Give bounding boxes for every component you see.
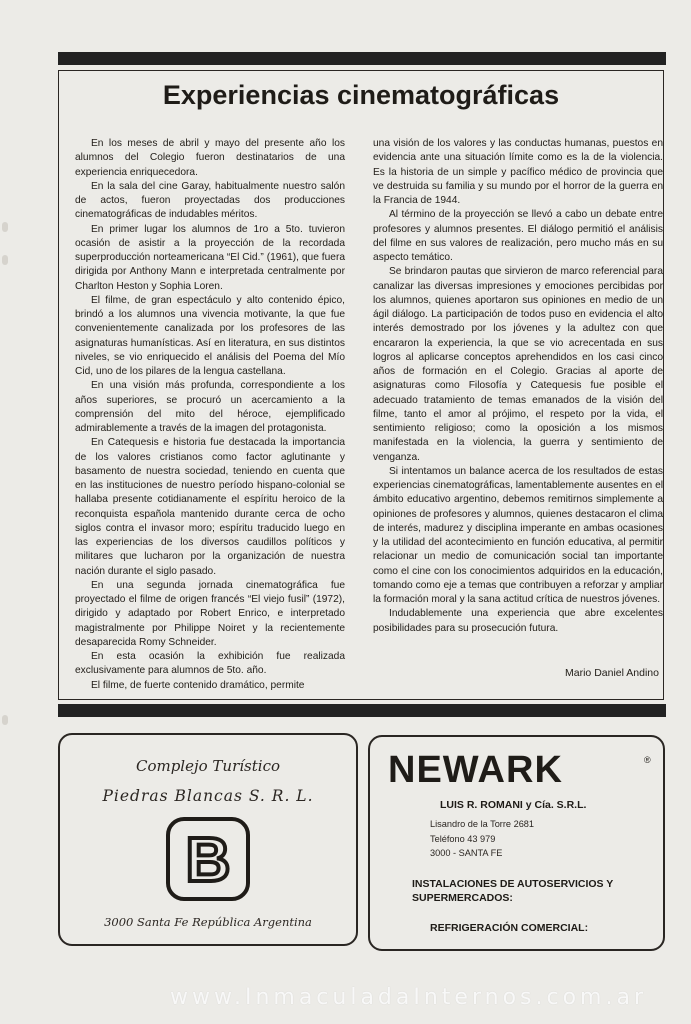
newark-company: LUIS R. ROMANI y Cía. S.R.L. — [440, 799, 587, 811]
article-paragraph: En primer lugar los alumnos de 1ro a 5to. tuvieron ocasión de asistir a la proyección de la recordada superproducción norteamericana “El Cid.” (1961), que fuera dirigida por Anthony Mann e interpretada centralmente por Charlton Heston y Sophia Loren. — [75, 223, 345, 292]
bottom-rule-bar — [58, 704, 666, 717]
article-author: Mario Daniel Andino — [565, 667, 659, 679]
article-paragraph: En la sala del cine Garay, habitualmente nuestro salón de actos, fueron proyectadas dos producciones cinematográficas de indudables méritos. — [75, 180, 345, 221]
newark-city: 3000 - SANTA FE — [430, 848, 503, 858]
article-paragraph: En esta ocasión la exhibición fue realizada exclusivamente para alumnos de 5to. año. — [75, 651, 345, 677]
article-paragraph: Si intentamos un balance acerca de los resultados de estas experiencias cinematográficas, lamentablemente ausentes en el ámbito educativo argentino, debemos remitirnos simplemente a opiniones de profesores y alumnos, quienes destacaron el clima de interés, madurez y disciplina imperante en ambas ocasiones y la utilidad del acontecimiento en función educativa, al permitir relacionar un medio de comunicación social tan importante como el cine con los conocimientos adquiridos en la educación, tomando como eje a temas que contribuyen a reforzar y ampliar la formación moral y la sana actitud crítica de nuestros jóvenes. — [373, 465, 663, 605]
article-paragraph: En Catequesis e historia fue destacada la importancia de los valores cristianos como factor aglutinante y basamento de nuestra sociedad, teniendo en cuenta que en las instituciones de nuestro período hispano-colonial se hallaba presente cotidianamente el espíritu heroico de la reconquista española mantenido durante cerca de ocho siglos contra el invasor moro; espíritu traducido luego en las experiencias de los diversos caudillos políticos y militares que lucharon por la organización de nuestra nación durante el siglo pasado. — [75, 437, 345, 577]
ad-left-company: Piedras Blancas S. R. L. — [102, 787, 314, 805]
piedras-blancas-ad — [58, 733, 358, 946]
article-paragraph: El filme, de fuerte contenido dramático, permite — [91, 679, 305, 691]
top-rule-bar — [58, 52, 666, 65]
newark-ad — [368, 735, 665, 951]
article-paragraph: En los meses de abril y mayo del presente año los alumnos del Colegio fueron destinatarios de una experiencia enriquecedora. — [75, 138, 345, 178]
binder-hole — [2, 255, 8, 265]
article-paragraph: Indudablemente una experiencia que abre excelentes posibilidades para su prosecución futura. — [373, 608, 663, 634]
ad-left-address: 3000 Santa Fe República Argentina — [104, 915, 312, 929]
newark-address: Lisandro de la Torre 2681 — [430, 819, 535, 829]
article-paragraph: En una visión más profunda, correspondiente a los años superiores, se procuró un acercamiento a la comprensión del mito del héroce, ejemplificado admirablemente a través de la imagen del protagonista. — [75, 380, 345, 434]
article-paragraph: una visión de los valores y las conductas humanas, puestos en evidencia ante una situación límite como es la de la violencia. Es la historia de un simple y pacífico médico de provincia que ve destruida su familia y su mundo por el horror de la guerra en la Francia de 1944. — [373, 138, 663, 206]
newark-phone: Teléfono 43 979 — [430, 834, 496, 844]
site-watermark: www.InmaculadaInternos.com.ar — [170, 985, 647, 1010]
ad-left-heading: Complejo Turístico — [135, 757, 281, 775]
newark-logo: NEWARK — [388, 749, 563, 791]
article-paragraph: Al término de la proyección se llevó a cabo un debate entre profesores y alumnos presentes. El diálogo permitió el análisis del filme en sus valores de realización, pero mucho más en su aspecto temático. — [373, 209, 663, 263]
article-paragraph: El filme, de gran espectáculo y alto contenido épico, brindó a los alumnos una vivencia motivante, la que fue convenientemente canalizada por los profesores de las asignaturas humanísticas. Así en literatura, en sus distintos niveles, se vio enriquecido el análisis del Poema del Mío Cid, uno de los pilares de la lengua castellana. — [75, 294, 345, 377]
article-title: Experiencias cinematográficas — [162, 80, 560, 110]
article-paragraph: En una segunda jornada cinematográfica fue proyectado el filme de origen francés “El viejo fusil” (1972), dirigido y adaptado por Robert Enrico, e interpretado magistralmente por Philippe Noiret y la recientemente desaparecida Romy Schneider. — [75, 579, 345, 648]
binder-hole — [2, 715, 8, 725]
binder-hole — [2, 222, 8, 232]
pb-logo-icon — [166, 817, 250, 901]
newark-refrigeration: REFRIGERACIÓN COMERCIAL: — [430, 922, 589, 934]
article-left-column — [75, 137, 345, 693]
newark-services: INSTALACIONES DE AUTOSERVICIOS Y SUPERMERCADOS: — [412, 878, 614, 904]
article-paragraph: Se brindaron pautas que sirvieron de marco referencial para canalizar las diversas impresiones y emociones percibidas por los alumnos, quienes aportaron sus opiniones en medio de un ágil diálogo. La participación de todos puso en evidencia el alto interés demostrado por los jóvenes y la adultez con que encararon la experiencia, la que se vio acrecentada en sus logros al aplicarse conceptos aprehendidos en los casi cinco años de formación en el Colegio. Gracias al aporte de asignaturas como Filosofía y Catequesis fue posible el adecuado tratamiento de temas emanados de la visión del filme, tanto el amor al prójimo, el respeto por la vida, el sentimiento religioso; como la oposición a los mismos manifestada en la violencia, la guerra y sentimiento de venganza. — [373, 266, 663, 463]
registered-mark: ® — [644, 755, 651, 765]
article-right-column — [373, 137, 663, 636]
pb-logo-letter: B — [185, 826, 231, 895]
